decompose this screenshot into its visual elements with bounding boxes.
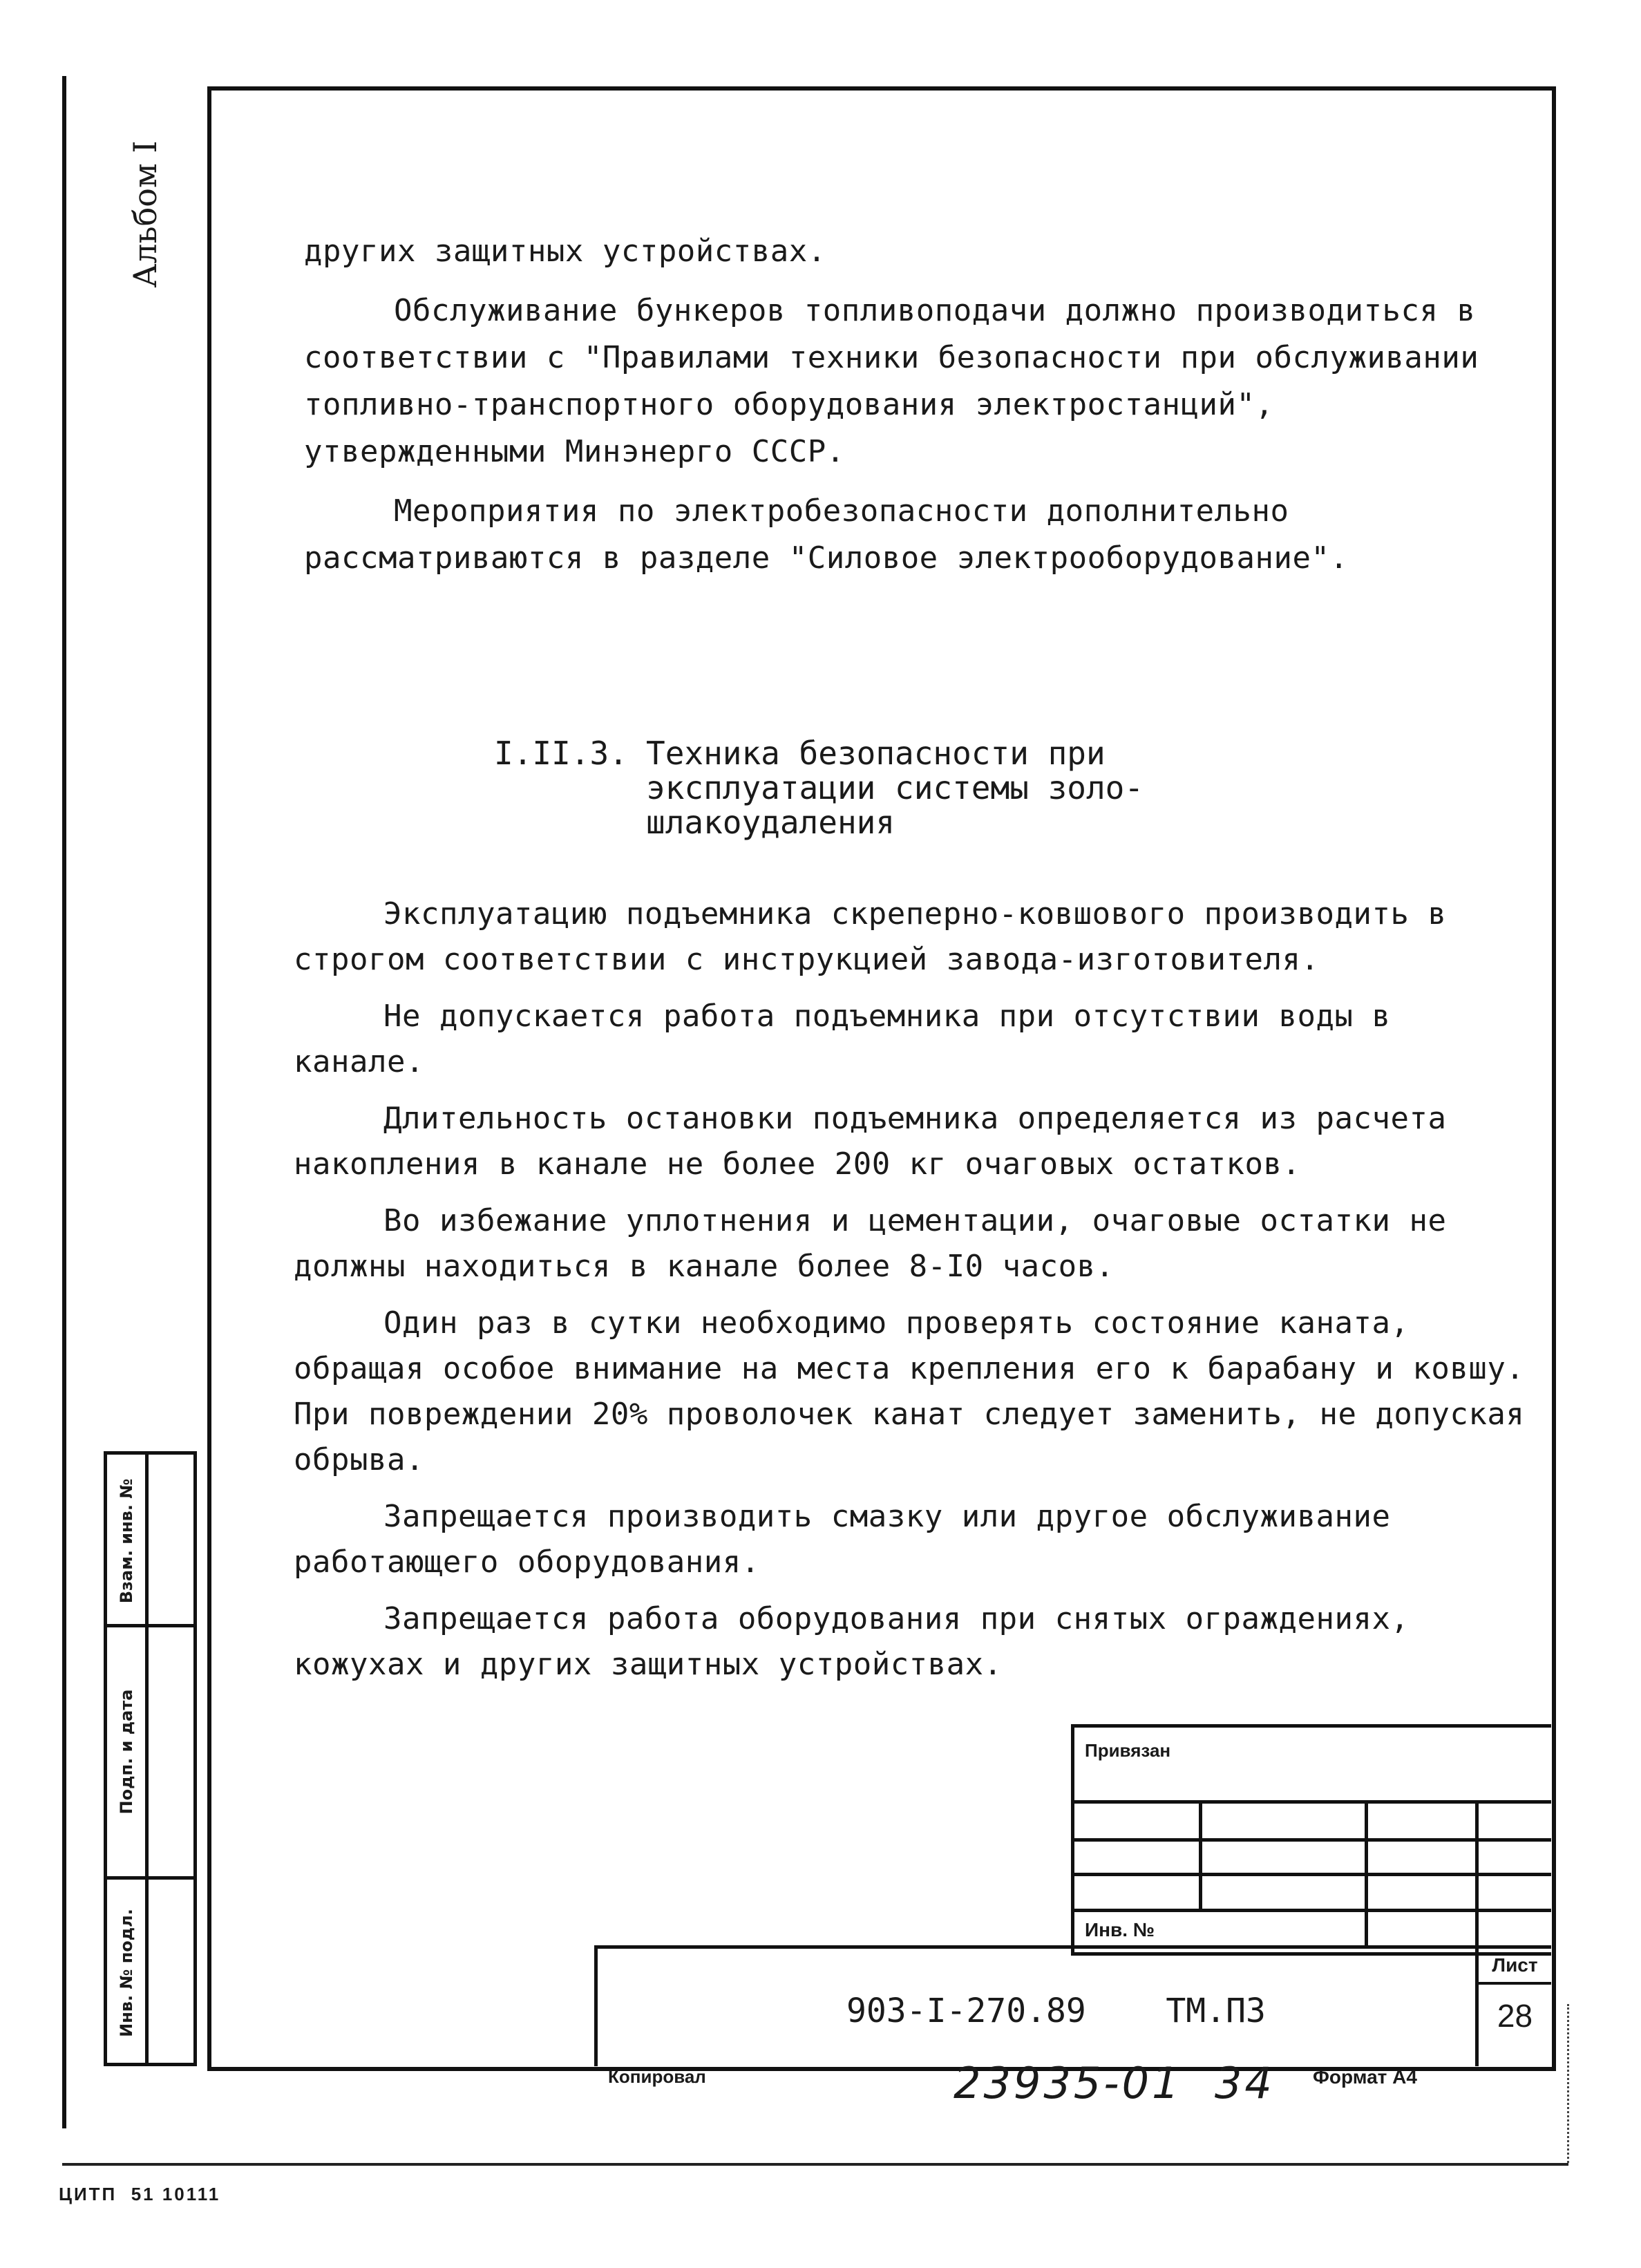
intro-paragraph: других защитных устройствах. [304, 234, 826, 269]
tb-line [1074, 1800, 1551, 1804]
section-number: I.II.3. [494, 735, 628, 772]
paragraph: Запрещается работа оборудования при снятых ограждениях, кожухах и других защитных устройствах. [294, 1601, 1410, 1682]
intro-paragraph: Мероприятия по электробезопасности дополнительно рассматриваются в разделе "Силовое электрооборудование". [304, 493, 1349, 576]
intro-paragraph: Обслуживание бункеров топливоподачи должно производиться в соответствии с "Правилами техники безопасности при обслуживании топливно-транспортного оборудования электростанций", утвержденными Минэнерго СССР. [304, 293, 1479, 469]
stamp-label-inv: Инв. № подл. [117, 1909, 136, 2037]
side-stamp [104, 1451, 197, 2066]
paragraph: Запрещается производить смазку или другое обслуживание работающего оборудования. [294, 1499, 1391, 1580]
format-label: Формат А4 [1313, 2066, 1417, 2088]
tb-line [1074, 1873, 1551, 1876]
sheet-label: Лист [1492, 1954, 1538, 1976]
album-label: Альбом I [126, 140, 164, 288]
outer-border-right [1567, 2004, 1571, 2163]
copy-label: Копировал [608, 2066, 706, 2087]
sheet-separator [1479, 1982, 1551, 1985]
sheet-column [1475, 1949, 1551, 2066]
intro-text [304, 228, 1520, 594]
paragraph: Один раз в сутки необходимо проверять состояние каната, обращая особое внимание на места крепления его к барабану и ковшу. При повреждении 20% проволочек канат следует заменить, не допуская обрыва. [294, 1305, 1525, 1477]
privyazan-label: Привязан [1085, 1740, 1171, 1761]
section-title: Техника безопасности при эксплуатации системы золо- шлакоудаления [646, 735, 1144, 841]
paragraph: Эксплуатацию подъемника скреперно-ковшового производить в строгом соответствии с инструкцией завода-изготовителя. [294, 896, 1447, 977]
title-block-main [594, 1945, 1551, 2066]
sheet-number: 28 [1497, 1998, 1533, 2034]
paragraph: Не допускается работа подъемника при отсутствии воды в канале. [294, 999, 1391, 1079]
outer-border-bottom [62, 2163, 1568, 2166]
tb-line [1074, 1909, 1551, 1912]
tb-vline [1199, 1800, 1202, 1911]
section-body [294, 891, 1530, 1699]
tb-line [1074, 1838, 1551, 1842]
tb-vline [1475, 1800, 1479, 1949]
paragraph: Во избежание уплотнения и цементации, очаговые остатки не должны находиться в канале более 8-I0 часов. [294, 1203, 1447, 1284]
outer-border-left [62, 76, 66, 2128]
paragraph: Длительность остановки подъемника определяется из расчета накопления в канале не более 200 кг очаговых остатков. [294, 1101, 1447, 1182]
title-block-upper [1071, 1724, 1551, 1956]
inv-number-label: Инв. № [1085, 1919, 1155, 1940]
print-code: ЦИТП 51 10111 [59, 2184, 221, 2204]
stamp-label-podp: Подп. и дата [117, 1689, 136, 1815]
tb-vline [1365, 1800, 1368, 1949]
section-heading [494, 736, 1144, 840]
stamp-label-vzam: Взам. инв. № [117, 1478, 136, 1604]
document-number: 903-I-270.89 ТМ.ПЗ [846, 1992, 1266, 2030]
handwritten-number: 23935-01 34 [954, 2058, 1275, 2108]
